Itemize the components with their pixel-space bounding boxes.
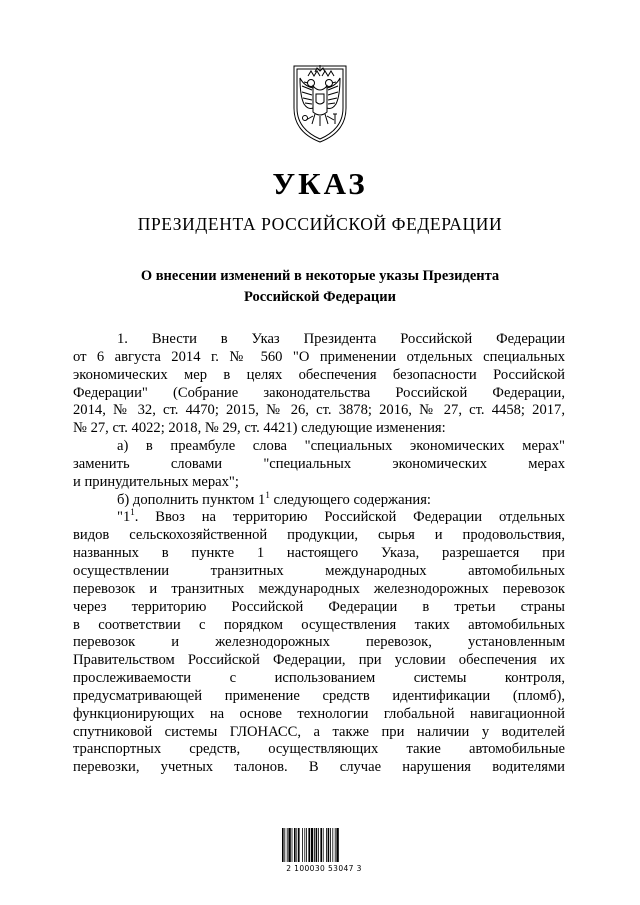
- barcode-bar: [308, 828, 310, 862]
- body-line: видов сельскохозяйственной продукции, сырья и продовольствия,: [73, 527, 565, 544]
- body-line: и принудительных мерах";: [73, 473, 239, 490]
- document-title: УКАЗ: [272, 166, 368, 201]
- body-line: в соответствии с порядком осуществления таких автомобильных: [73, 616, 565, 633]
- body-line: Федерации" (Собрание законодательства Российской Федерации,: [73, 384, 565, 401]
- document-body: [73, 331, 565, 777]
- body-line: Правительством Российской Федерации, при условии обеспечения их: [73, 652, 565, 669]
- body-line: № 27, ст. 4022; 2018, № 29, ст. 4421) следующие изменения:: [73, 420, 446, 437]
- body-line: от 6 августа 2014 г. № 560 "О применении отдельных специальных: [73, 348, 565, 365]
- body-line: транспортных средств, осуществляющих такие автомобильные: [73, 741, 565, 758]
- body-line: 1. Внести в Указ Президента Российской Федерации: [117, 331, 565, 347]
- barcode-bar: [296, 828, 297, 862]
- barcode-bar: [320, 828, 322, 862]
- document-subtitle: ПРЕЗИДЕНТА РОССИЙСКОЙ ФЕДЕРАЦИИ: [137, 214, 503, 234]
- body-line: перевозки, учетных талонов. В случае нарушения водителями: [73, 759, 565, 776]
- heading-line: О внесении изменений в некоторые указы Президента: [140, 268, 500, 284]
- barcode-bar: [336, 828, 338, 862]
- body-line: функционирующих на основе технологии глобальной навигационной: [73, 705, 565, 722]
- barcode-bar: [323, 828, 324, 862]
- body-line: прослеживаемости с использованием системы контроля,: [73, 670, 565, 687]
- body-line: перевозок и железнодорожных перевозок, установленным: [73, 634, 565, 651]
- body-line: [73, 509, 565, 527]
- barcode-bar: [332, 828, 333, 862]
- barcode-bar: [335, 828, 336, 862]
- barcode-bar: [318, 828, 319, 862]
- document-heading: [100, 266, 540, 308]
- body-line: заменить словами "специальных экономических мерах: [73, 455, 565, 472]
- body-text: следующего содержания:: [269, 491, 431, 508]
- barcode: [280, 828, 362, 864]
- barcode-bar: [282, 828, 284, 862]
- body-text: б) дополнить пунктом 1: [117, 491, 266, 508]
- body-text: . Ввоз на территорию Российской Федерации отдельных: [134, 509, 565, 526]
- barcode-bar: [326, 828, 327, 862]
- barcode-bar: [302, 828, 303, 862]
- body-line: спутниковой системы ГЛОНАСС, а также при наличии у водителей: [73, 723, 565, 740]
- barcode-bar: [304, 828, 305, 862]
- barcode-bar: [292, 828, 293, 862]
- body-text: "1: [117, 509, 131, 526]
- heading-line: Российской Федерации: [243, 289, 396, 305]
- barcode-bar: [316, 828, 318, 862]
- body-line: экономических мер в целях обеспечения безопасности Российской: [73, 366, 565, 383]
- barcode-bar: [328, 828, 330, 862]
- superscript-mark: 1: [265, 489, 270, 500]
- barcode-number: 2 100030 53047 3: [286, 864, 362, 873]
- coat-of-arms-emblem: [282, 56, 358, 144]
- body-line: предусматривающей применение средств идентификации (пломб),: [73, 687, 565, 704]
- body-line: через территорию Российской Федерации в третьи страны: [73, 598, 565, 615]
- barcode-bar: [306, 828, 307, 862]
- body-line: 2014, № 32, ст. 4470; 2015, № 26, ст. 3878; 2016, № 27, ст. 4458; 2017,: [73, 402, 565, 419]
- body-line: [73, 489, 565, 510]
- body-line: перевозок и транзитных международных железнодорожных перевозок: [73, 580, 565, 597]
- barcode-bar: [314, 828, 315, 862]
- body-line: осуществлении транзитных международных автомобильных: [73, 562, 565, 579]
- barcode-bar: [288, 828, 290, 862]
- superscript-mark: 1: [130, 507, 135, 518]
- barcode-bar: [311, 828, 313, 862]
- body-line: а) в преамбуле слова "специальных экономических мерах": [117, 438, 565, 455]
- barcode-bar: [284, 828, 285, 862]
- barcode-bar: [294, 828, 296, 862]
- barcode-bar: [330, 828, 331, 862]
- barcode-bar: [298, 828, 300, 862]
- barcode-bar: [287, 828, 288, 862]
- body-line: названных в пункте 1 настоящего Указа, разрешается при: [73, 545, 565, 562]
